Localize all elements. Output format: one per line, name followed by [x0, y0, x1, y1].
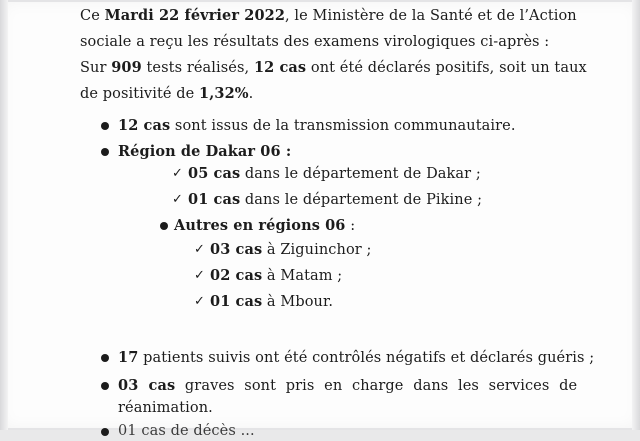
intro-text: ont été déclarés positifs, soit un taux: [306, 60, 587, 76]
other-regions-heading: [174, 216, 355, 236]
cured-item: [118, 348, 594, 368]
other-heading-colon: :: [345, 218, 356, 234]
severe-item: [118, 376, 577, 396]
other-item-1: [210, 240, 372, 260]
partial-text: 01 cas de décès ...: [118, 423, 255, 439]
intro-text: sociale a reçu les résultats des examens virologiques ci-après :: [80, 34, 550, 50]
check-icon: ✓: [172, 166, 183, 181]
severe-item-cont: [118, 398, 213, 418]
bullet-icon: [101, 428, 109, 436]
tests-count: 909: [111, 59, 142, 76]
severe-text-cont: réanimation.: [118, 400, 213, 416]
other-3-cases: 01 cas: [210, 293, 263, 310]
positive-cases: 12 cas: [253, 59, 307, 76]
dakar-heading: [118, 142, 291, 162]
other-item-3: [210, 292, 333, 312]
other-item-2: [210, 266, 342, 286]
cured-text: patients suivis ont été contrôlés négatifs et déclarés guéris ;: [138, 350, 595, 366]
other-2-text: à Matam ;: [262, 268, 343, 284]
positivity-rate: 1,32%: [199, 85, 249, 102]
cured-count: 17: [118, 349, 139, 366]
bullet-icon: [160, 222, 168, 230]
dakar-item-2: [188, 190, 482, 210]
bullet-icon: [101, 148, 109, 156]
other-1-cases: 03 cas: [210, 241, 263, 258]
severe-text: graves sont pris en charge dans les services de: [175, 378, 578, 394]
check-icon: ✓: [172, 192, 183, 207]
other-1-text: à Ziguinchor ;: [262, 242, 372, 258]
intro-text: tests réalisés,: [141, 60, 254, 76]
community-item: [118, 116, 516, 136]
report-date: Mardi 22 février 2022: [104, 7, 286, 24]
intro-text: .: [248, 86, 254, 102]
page-edge-left: [0, 0, 8, 430]
bullet-icon: [101, 122, 109, 130]
dakar-item-1: [188, 164, 481, 184]
other-3-text: à Mbour.: [262, 294, 334, 310]
intro-line-3: [80, 58, 587, 78]
dakar-2-text: dans le département de Pikine ;: [240, 192, 483, 208]
community-cases: 12 cas: [118, 117, 171, 134]
partial-item: [118, 421, 255, 441]
dakar-2-cases: 01 cas: [188, 191, 241, 208]
intro-line-1: [80, 6, 577, 26]
severe-cases: 03 cas: [118, 377, 176, 394]
intro-text: de positivité de: [80, 86, 200, 102]
check-icon: ✓: [194, 294, 205, 309]
intro-text: Ce: [80, 8, 105, 24]
check-icon: ✓: [194, 242, 205, 257]
bullet-icon: [101, 382, 109, 390]
community-text: sont issus de la transmission communautaire.: [170, 118, 516, 134]
dakar-1-cases: 05 cas: [188, 165, 241, 182]
other-2-cases: 02 cas: [210, 267, 263, 284]
bullet-icon: [101, 354, 109, 362]
intro-line-2: [80, 32, 549, 52]
check-icon: ✓: [194, 268, 205, 283]
intro-text: , le Ministère de la Santé et de l’Action: [285, 8, 577, 24]
dakar-heading-text: Région de Dakar 06 :: [118, 143, 292, 160]
intro-text: Sur: [80, 60, 112, 76]
dakar-1-text: dans le département de Dakar ;: [240, 166, 481, 182]
intro-line-4: [80, 84, 253, 104]
page-edge-right: [632, 0, 640, 430]
other-heading-text: Autres en régions 06: [174, 217, 346, 234]
